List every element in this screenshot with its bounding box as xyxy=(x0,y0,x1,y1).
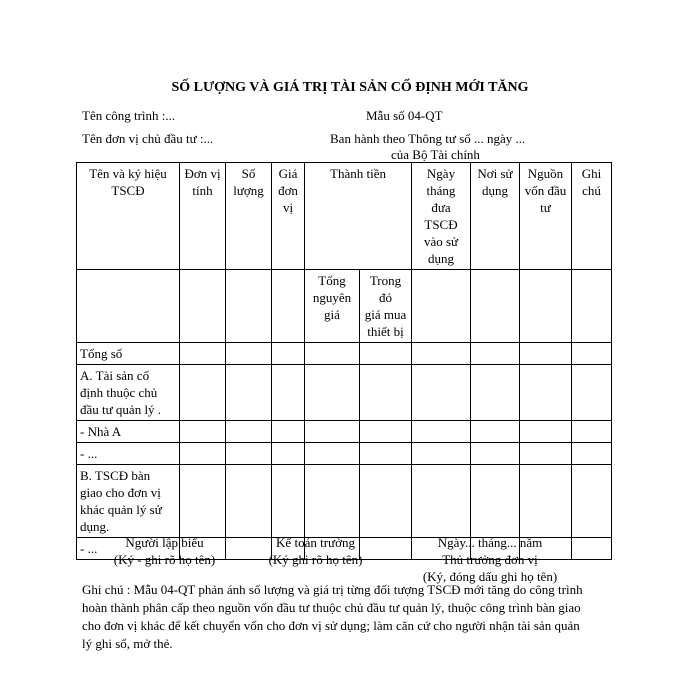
signature-head xyxy=(410,534,570,585)
header-asset-name: Tên và ký hiệu TSCĐ xyxy=(77,163,180,270)
row-section-b-label: B. TSCĐ bàn giao cho đơn vị khác quản lý sử dụng. xyxy=(77,465,180,538)
table-cell xyxy=(226,270,272,343)
table-cell xyxy=(272,270,305,343)
issued-by-line1: Ban hành theo Thông tư số ... ngày ... xyxy=(330,131,526,146)
subheader-equipment-cost: Trong đó giá mua thiết bị xyxy=(360,270,412,343)
preparer-title: Người lập biểu xyxy=(125,535,204,550)
subheader-total-cost: Tổng nguyên giá xyxy=(305,270,360,343)
row-section-a-label: A. Tài sản cố định thuộc chủ đầu tư quản lý . xyxy=(77,365,180,421)
table-cell xyxy=(77,270,180,343)
header-place-of-use: Nơi sử dụng xyxy=(471,163,520,270)
header-note: Ghi chú xyxy=(572,163,612,270)
accountant-title: Kế toán trưởng xyxy=(276,535,355,550)
asset-table xyxy=(76,162,612,560)
header-quantity: Số lượng xyxy=(226,163,272,270)
footnote: Ghi chú : Mẫu 04-QT phản ánh số lượng và giá trị từng đối tượng TSCĐ mới tăng do công trình hoàn thành phân cấp theo nguồn vốn đầu tư thuộc chủ đầu tư quản lý, thuộc công trình bàn giao cho đơn vị khác để kết chuyển vốn cho đơn vị sử dụng; làm căn cứ cho người nhận tài sản quản lý ghi sổ, mở thẻ. xyxy=(82,582,583,651)
head-title: Thủ trưởng đơn vị xyxy=(442,552,538,567)
table-cell xyxy=(412,270,471,343)
table-cell xyxy=(180,270,226,343)
row-house-a-label: - Nhà A xyxy=(77,421,180,443)
header-unit-price: Giá đơn vị xyxy=(272,163,305,270)
signature-preparer xyxy=(102,534,227,568)
investor-name-label: Tên đơn vị chủ đầu tư :... xyxy=(82,131,214,146)
table-row xyxy=(77,443,612,465)
row-ellipsis-label: - ... xyxy=(77,538,180,560)
preparer-sign-hint: (Ký - ghi rõ họ tên) xyxy=(113,552,216,567)
header-amount: Thành tiền xyxy=(305,163,412,270)
row-ellipsis-label: - ... xyxy=(77,443,180,465)
form-number: Mẫu số 04-QT xyxy=(366,108,443,123)
signature-accountant xyxy=(253,534,378,568)
accountant-sign-hint: (Ký ghi rõ họ tên) xyxy=(268,552,363,567)
table-row xyxy=(77,421,612,443)
sign-date: Ngày... tháng... năm xyxy=(437,535,543,550)
header-unit: Đơn vị tính xyxy=(180,163,226,270)
table-cell xyxy=(471,270,520,343)
table-row xyxy=(77,343,612,365)
header-commissioning-date: Ngày tháng đưa TSCĐ vào sử dụng xyxy=(412,163,471,270)
issued-by-line2: của Bộ Tài chính xyxy=(391,147,480,162)
table-row xyxy=(77,465,612,538)
table-cell xyxy=(520,270,572,343)
table-cell xyxy=(572,270,612,343)
head-sign-hint: (Ký, đóng dấu ghi họ tên) xyxy=(422,569,558,584)
table-row xyxy=(77,365,612,421)
row-total-label: Tổng số xyxy=(77,343,180,365)
header-capital-source: Nguồn vốn đầu tư xyxy=(520,163,572,270)
document-title: SỐ LƯỢNG VÀ GIÁ TRỊ TÀI SẢN CỐ ĐỊNH MỚI TĂNG xyxy=(171,80,529,95)
project-name-label: Tên công trình :... xyxy=(82,108,176,123)
